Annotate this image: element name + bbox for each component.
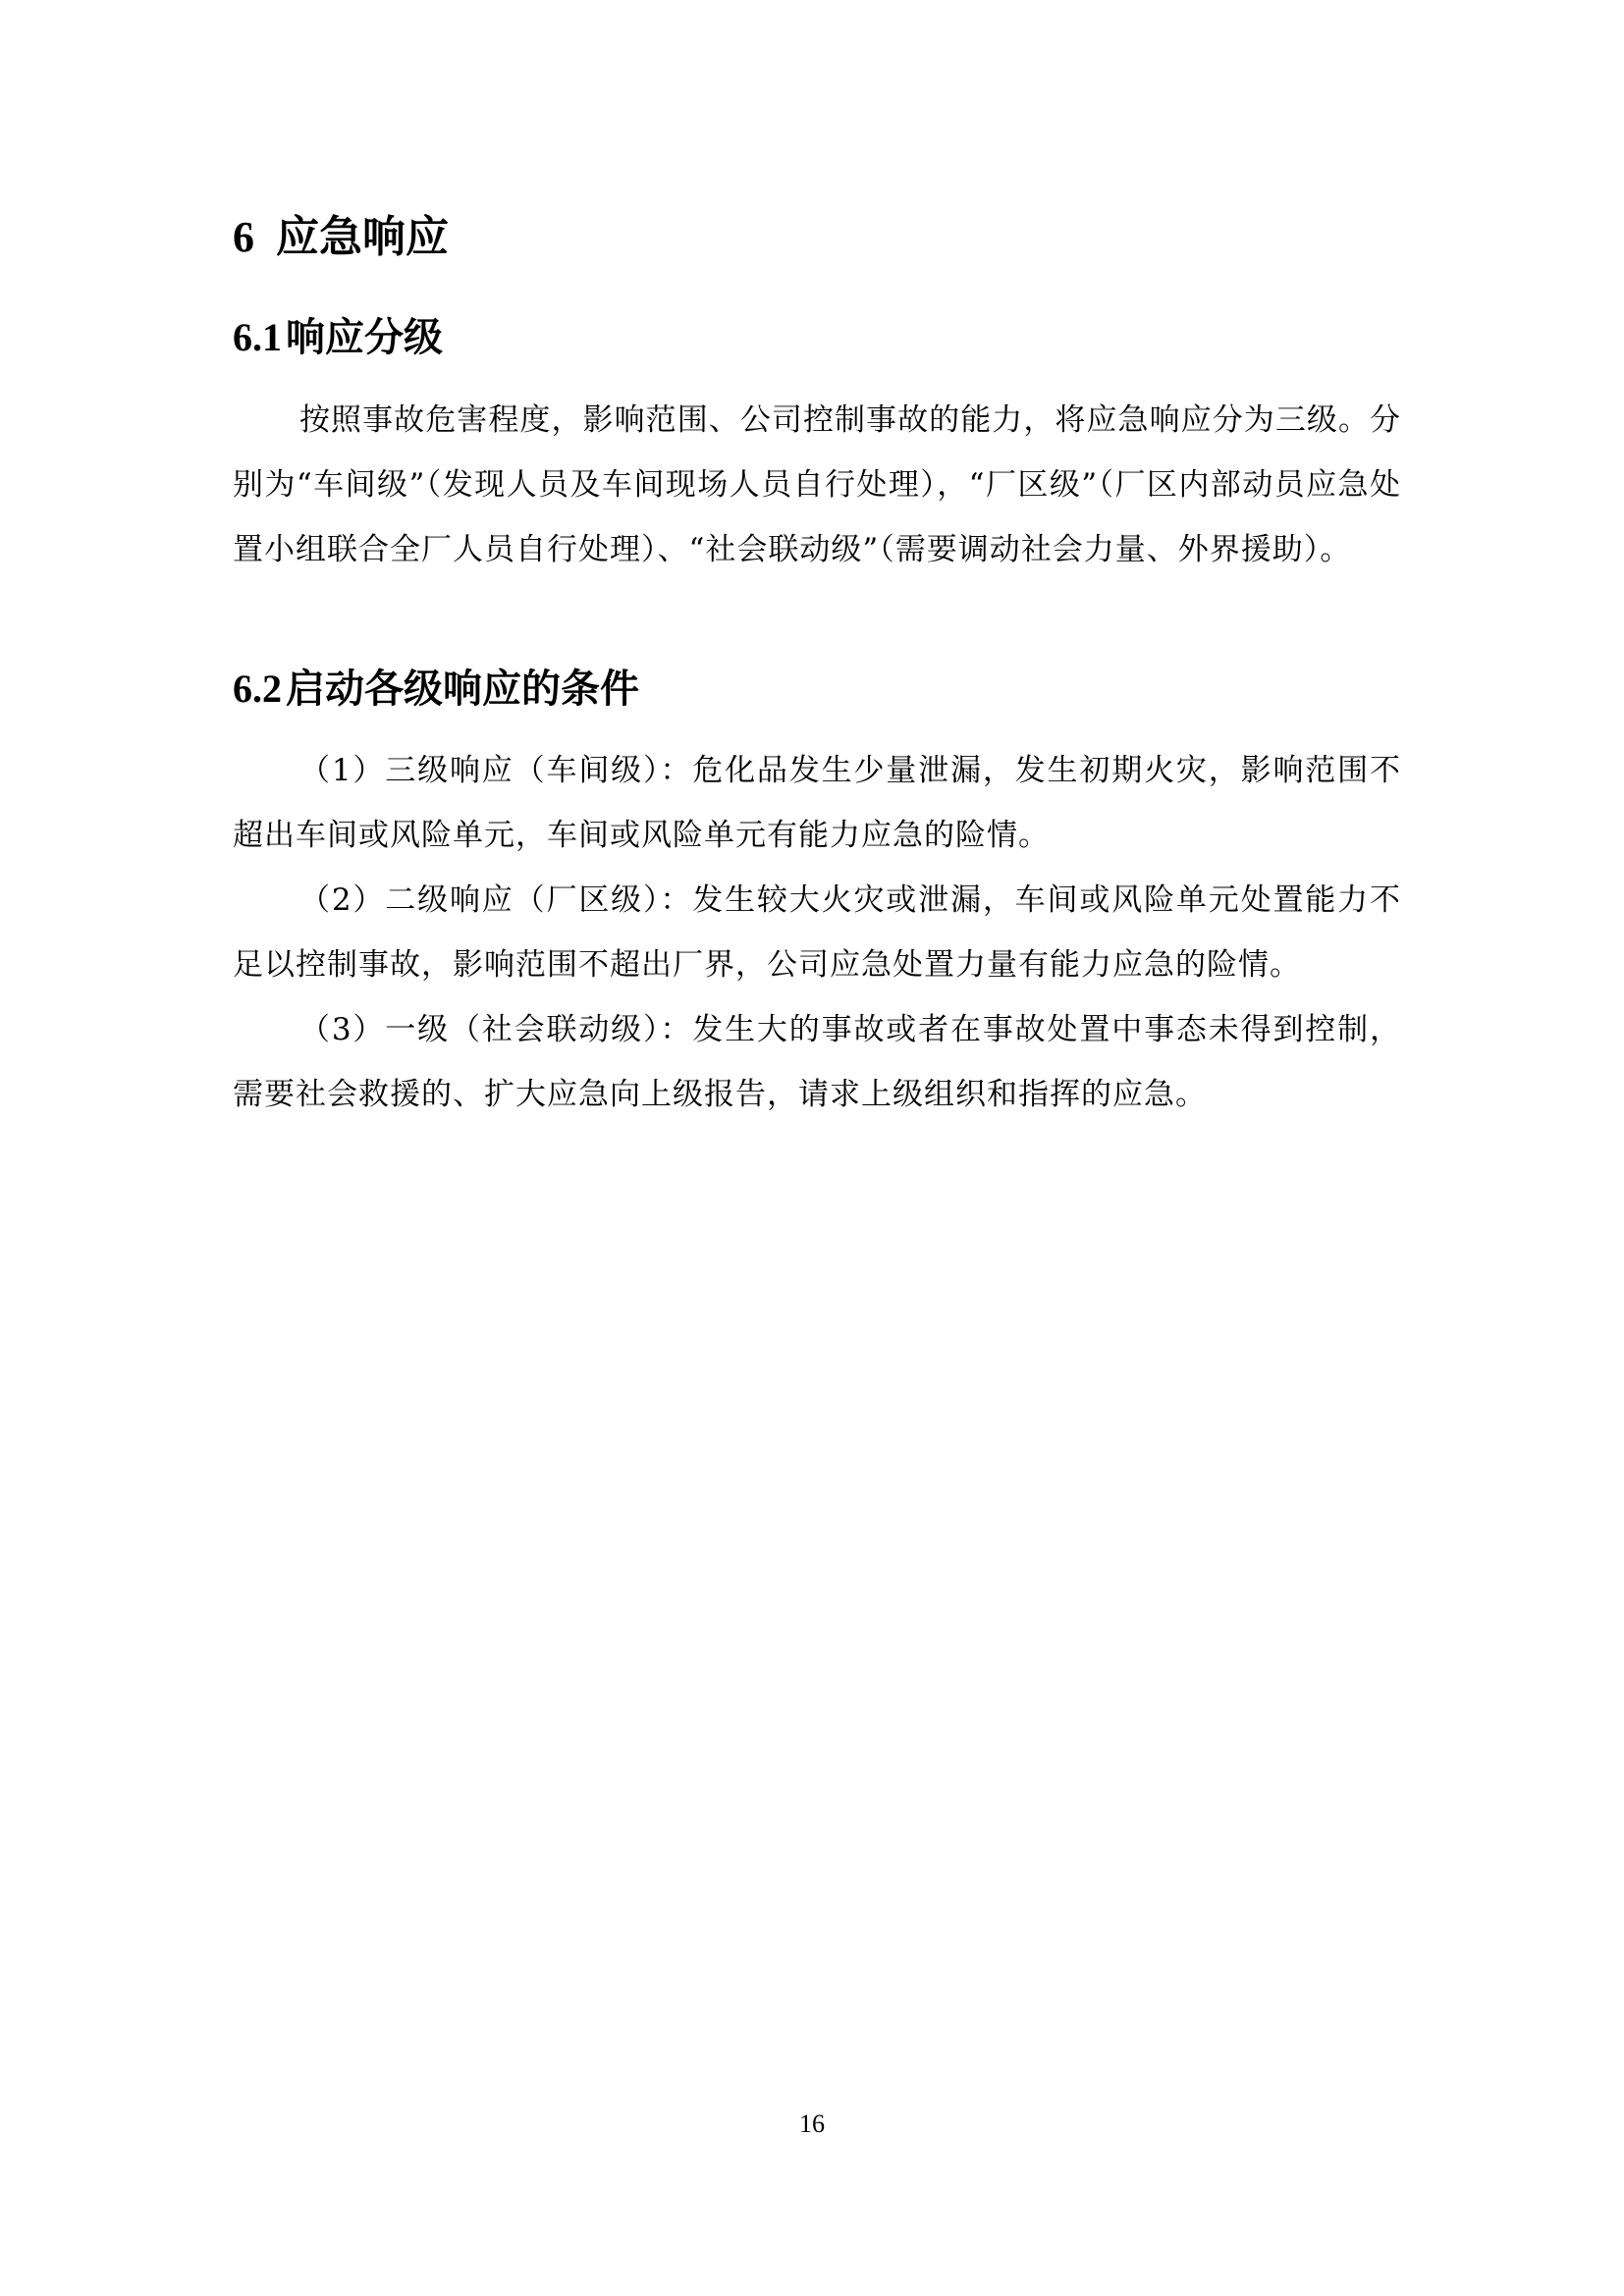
subsection-number: 6.2 [233,667,282,711]
response-levels-paragraph: 按照事故危害程度，影响范围、公司控制事故的能力，将应急响应分为三级。分别为“车间级”（发现人员及车间现场人员自行处理），“厂区级”（厂区内部动员应急处置小组联合全厂人员自行处理）、“社会联动级”（需要调动社会力量、外界援助）。 [233,402,1401,567]
section-heading [233,208,449,267]
subsection-heading-6-2 [233,662,639,717]
section-title: 应急响应 [276,212,449,262]
subsection-title: 启动各级响应的条件 [286,667,639,712]
subsection-heading-6-1 [233,310,443,365]
condition-paragraph-level-1: （3）一级（社会联动级）：发生大的事故或者在事故处置中事态未得到控制，需要社会救援的、扩大应急向上级报告，请求上级组织和指挥的应急。 [233,1012,1401,1112]
section-number: 6 [233,213,254,261]
condition-paragraph-level-3: （1）三级响应（车间级）：危化品发生少量泄漏，发生初期火灾，影响范围不超出车间或风险单元，车间或风险单元有能力应急的险情。 [233,753,1401,853]
condition-paragraph-level-2: （2）二级响应（厂区级）：发生较大火灾或泄漏，车间或风险单元处置能力不足以控制事故，影响范围不超出厂界，公司应急处置力量有能力应急的险情。 [233,882,1401,983]
subsection-title: 响应分级 [286,315,443,360]
subsection-number: 6.1 [233,315,282,359]
page-number: 16 [799,2109,825,2138]
